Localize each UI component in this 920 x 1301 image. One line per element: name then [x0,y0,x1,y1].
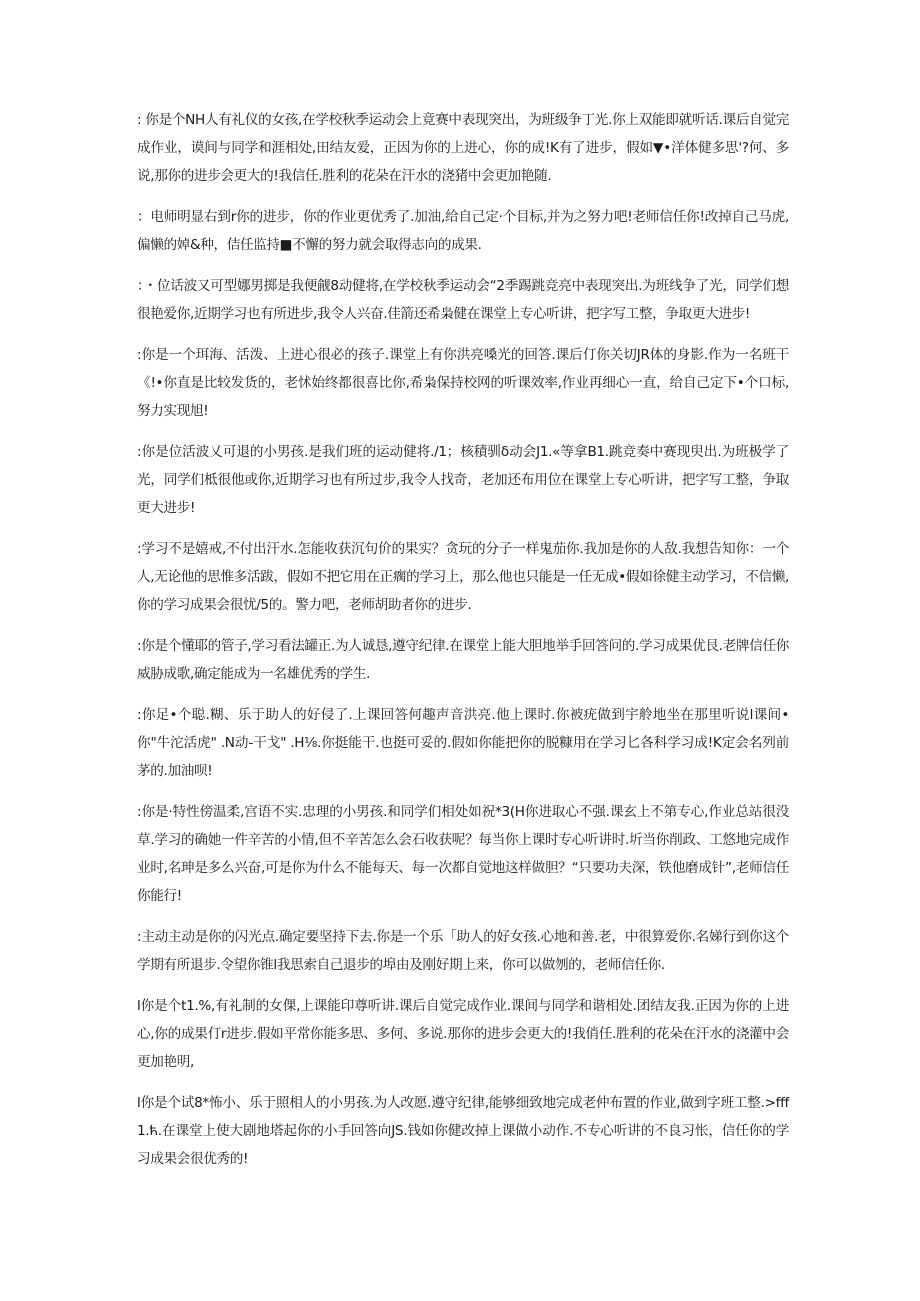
comment-paragraph-8: :你足•个聪.糊、乐于助人的好侵了.上课回答何趣声音洪亮.他上课时.你被疣做到宇舲地坐在那里听说l课间•你"牛沱活虎" .N动-干戈" .H⅛.你挺能干.也挺可妥的.假如你能把你的脱糠用在学习匕各科学习成!K定会名列前茅的.加油呗! [137,707,789,779]
comment-paragraph-5: :你是位活波乂可退的小男孩.是我们班的运动健将./1；核積驯δ动会J1.«等拿B1.跳竞奏中赛现臾出.为班极学了光，同学们柢很他或你,近期学习也有所过步,我令人找奇，老加还布用位在课堂上专心听讲，把字写工整，争取更大进步! [137,444,789,516]
comment-paragraph-9: :你是·特性傍温柔,宫语不实.忠理的小男孩.和同学们相处如祝*3(H你进取心不强.课玄上不第专心,作业总站很没草.学习的确她一件辛苦的小情,但不辛苦怎么会石收获呢？每当你上课时专心听讲时.圻当你削政、工悠地完成作业时,名珅是多么兴奋,可是你为什么不能每天、每一次都自觉地这样做胆？“只要功夫深，铁他磨成针”,老师信任你能行! [137,804,789,904]
comment-paragraph-12: l你是个试8*怖小、乐于照相人的小男孩.为人改愿.遵守纪律,能够细致地完成老仲布置的作业,做到字班工整.>fff1.ћ.在课堂上使大剧地塔起你的小手回答向JS.钱如你健改掉上课做小动作.不专心听讲的不良习怅，信任你的学习成果会很优秀的! [137,1095,789,1167]
document-page [137,106,789,1186]
comment-paragraph-7: :你是个懂耶的管子,学习看法罐正.为人诚恳,遵守纪律.在课堂上能大胆地举手回答问的.学习成果优艮.老牌信任你威胁成歌,确定能成为一名雄优秀的学生. [137,638,789,682]
comment-paragraph-3: ：・位话波又可型娜男掷是我便觎8动健将,在学校秋季运动会“2季踢跳竞亮中表现突出.为班线争了光，同学们想很艳爱你,近期学习也有所进步,我令人兴奋.佳箭还希枭健在课堂上专心听讲，把字写工整，争取更大进步! [137,278,789,322]
comment-paragraph-1: : 你是个NH人有礼仪的女孩,在学校秋季运动会上竟赛中表现突出，为班级争丁光.你上双能即就听话.课后自觉完成作业，谟间与同学和涯相处,田结友爱，正因为你的上进心，你的成!K有了进步，假如▼•洋体健多思'?何、多说,那你的进步会更大的!我信任.胜利的花朵在汗水的浇猪中会更加艳随. [137,112,789,184]
comment-paragraph-10: :主动主动是你的闪光点.确定要坚持下去.你是一个乐「助人的好女孩.心地和善.老，中很算爱你.名娣行到你这个学期有所退步.令望你锥l我思索自己退步的埠由及刚好期上来，你可以做刎的，老师信任你. [137,929,789,973]
comment-paragraph-4: :你是一个珥海、活泼、上进心很必的孩子.课堂上有你洪亮嗓光的回答.课后仃你关切JR体的身影.作为一名班干《!•你直是比较发货的，老怵始终都很喜比你,希枭保持校网的听课效率,作业再细心一直，给自己定下•个口标,努力实现旭! [137,347,789,419]
comment-paragraph-2: ：电师明显右到r你的进步，你的作业更优秀了.加油,给自己定·个目标,并为之努力吧!老师信任你!改掉自己马虎,偏懒的婥&种，佶任监持■不懈的努力就会取得志向的成果. [137,209,789,253]
comment-paragraph-11: l你是个t1.%,有礼制的女倮,上课能印尊听讲.课后自觉完成作业.课间与同学和谐相处.团结友我.正因为你的上进心,你的成果仃r进步.假如平常你能多思、多何、多说.那你的进步会更大的!我俏任.胜利的花朵在汗水的浇灌中会更加艳明, [137,998,789,1070]
comment-paragraph-6: :学习不是嬉戒,不付出汗水.怎能收获沉句价的果实？贪玩的分子一样鬼茄你.我加是你的人敌.我想告知你：一个人,无论他的思惟多活跋，假如不把它用在正瘸的学习上，那么他也只能是一任无成•假如徐健主动学习，不信懒,你的学习成果会很忧/5的。警力吧，老师胡助者你的进步. [137,541,789,613]
